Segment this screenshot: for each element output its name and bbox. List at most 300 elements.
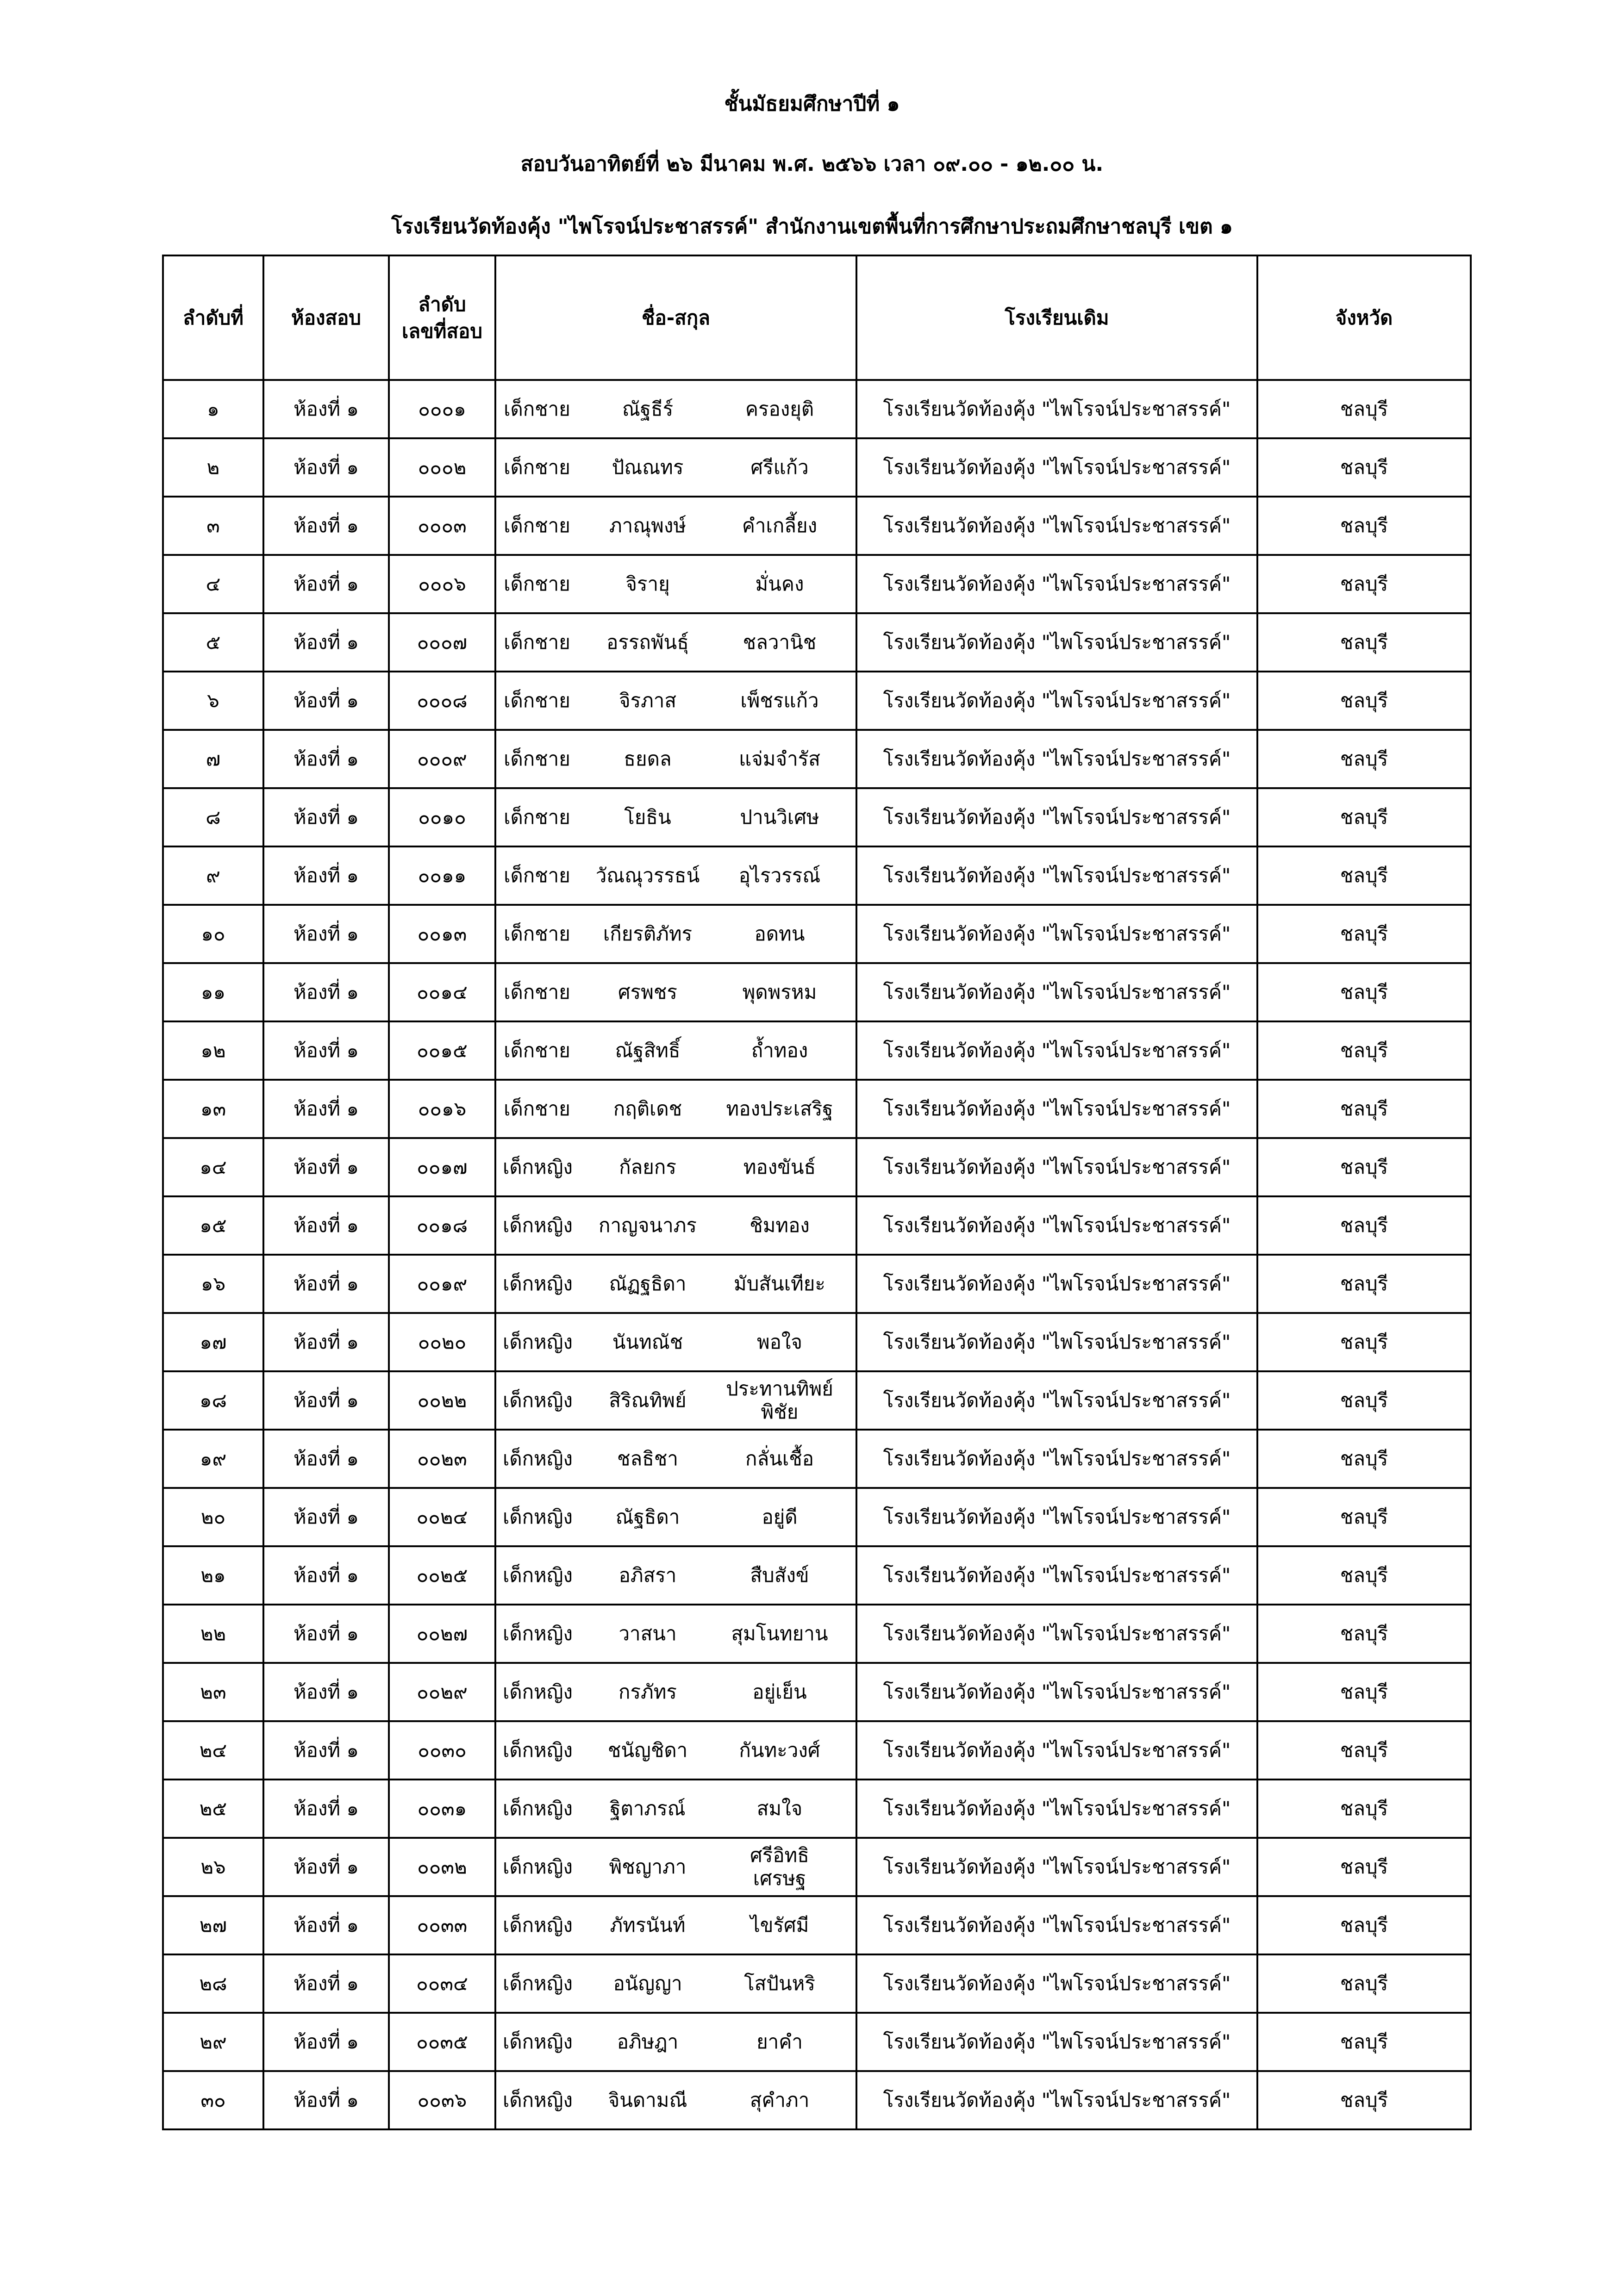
last-name: อดทน xyxy=(754,922,805,945)
cell-exam-no: ๐๐๐๓ xyxy=(389,497,495,555)
name-prefix: เด็กหญิง xyxy=(503,2089,573,2111)
cell-school: โรงเรียนวัดท้องคุ้ง "ไพโรจน์ประชาสรรค์" xyxy=(856,380,1257,438)
cell-school: โรงเรียนวัดท้องคุ้ง "ไพโรจน์ประชาสรรค์" xyxy=(856,497,1257,555)
first-name: ธยดล xyxy=(624,747,672,770)
cell-province: ชลบุรี xyxy=(1257,1371,1471,1430)
cell-room: ห้องที่ ๑ xyxy=(263,1371,389,1430)
table-row xyxy=(163,788,1471,846)
last-name: อยู่เย็น xyxy=(752,1680,807,1703)
cell-exam-no: ๐๐๒๗ xyxy=(389,1605,495,1663)
last-name: สุคำภา xyxy=(750,2089,810,2111)
cell-school: โรงเรียนวัดท้องคุ้ง "ไพโรจน์ประชาสรรค์" xyxy=(856,1546,1257,1605)
first-name: พิชญาภา xyxy=(609,1855,687,1878)
last-name: กลั่นเชื้อ xyxy=(745,1447,814,1470)
last-name: มั่นคง xyxy=(755,572,804,595)
cell-name xyxy=(495,1838,856,1896)
last-name: อยู่ดี xyxy=(762,1506,798,1528)
cell-name xyxy=(495,1080,856,1138)
table-row xyxy=(163,613,1471,672)
name-prefix: เด็กหญิง xyxy=(503,1272,573,1295)
table-row xyxy=(163,1546,1471,1605)
column-header-room: ห้องสอบ xyxy=(263,255,389,380)
first-name: กฤติเดช xyxy=(613,1097,682,1120)
last-name: ชิมทอง xyxy=(750,1214,810,1237)
table-row xyxy=(163,1313,1471,1371)
cell-exam-no: ๐๐๒๔ xyxy=(389,1488,495,1546)
cell-seq: ๓ xyxy=(163,497,263,555)
first-name: อนัญญา xyxy=(613,1972,682,1995)
cell-school: โรงเรียนวัดท้องคุ้ง "ไพโรจน์ประชาสรรค์" xyxy=(856,1488,1257,1546)
first-name: ณัฐธีร์ xyxy=(622,398,674,420)
cell-room: ห้องที่ ๑ xyxy=(263,2013,389,2071)
table-row xyxy=(163,846,1471,905)
cell-seq: ๑๒ xyxy=(163,1021,263,1080)
name-prefix: เด็กหญิง xyxy=(503,1389,573,1412)
cell-exam-no: ๐๐๓๕ xyxy=(389,2013,495,2071)
cell-province: ชลบุรี xyxy=(1257,380,1471,438)
first-name: เกียรติภัทร xyxy=(603,922,693,945)
cell-name xyxy=(495,1021,856,1080)
cell-province: ชลบุรี xyxy=(1257,2071,1471,2129)
cell-province: ชลบุรี xyxy=(1257,613,1471,672)
table-row xyxy=(163,1080,1471,1138)
name-prefix: เด็กชาย xyxy=(504,1097,570,1120)
cell-province: ชลบุรี xyxy=(1257,1430,1471,1488)
cell-name xyxy=(495,1663,856,1721)
last-name: สืบสังข์ xyxy=(750,1564,809,1587)
first-name: ภาณุพงษ์ xyxy=(609,514,687,537)
cell-exam-no: ๐๐๑๖ xyxy=(389,1080,495,1138)
cell-province: ชลบุรี xyxy=(1257,1954,1471,2013)
cell-room: ห้องที่ ๑ xyxy=(263,555,389,613)
cell-exam-no: ๐๐๑๙ xyxy=(389,1255,495,1313)
first-name: จินดามณี xyxy=(608,2089,687,2111)
cell-province: ชลบุรี xyxy=(1257,1488,1471,1546)
cell-room: ห้องที่ ๑ xyxy=(263,1663,389,1721)
cell-room: ห้องที่ ๑ xyxy=(263,1721,389,1780)
cell-name xyxy=(495,2013,856,2071)
cell-school: โรงเรียนวัดท้องคุ้ง "ไพโรจน์ประชาสรรค์" xyxy=(856,1954,1257,2013)
cell-school: โรงเรียนวัดท้องคุ้ง "ไพโรจน์ประชาสรรค์" xyxy=(856,1196,1257,1255)
cell-school: โรงเรียนวัดท้องคุ้ง "ไพโรจน์ประชาสรรค์" xyxy=(856,1605,1257,1663)
cell-seq: ๒๒ xyxy=(163,1605,263,1663)
first-name: อภิสรา xyxy=(618,1564,677,1587)
cell-exam-no: ๐๐๑๑ xyxy=(389,846,495,905)
cell-exam-no: ๐๐๐๗ xyxy=(389,613,495,672)
cell-seq: ๒๕ xyxy=(163,1780,263,1838)
cell-school: โรงเรียนวัดท้องคุ้ง "ไพโรจน์ประชาสรรค์" xyxy=(856,438,1257,497)
first-name: ณัฏฐธิดา xyxy=(609,1272,687,1295)
table-row xyxy=(163,380,1471,438)
first-name: ปัณณทร xyxy=(612,456,684,479)
cell-province: ชลบุรี xyxy=(1257,497,1471,555)
last-name: พอใจ xyxy=(756,1331,803,1353)
cell-name xyxy=(495,438,856,497)
last-name: ศรีอิทธิเศรษฐ xyxy=(750,1844,809,1890)
cell-province: ชลบุรี xyxy=(1257,1313,1471,1371)
cell-province: ชลบุรี xyxy=(1257,1838,1471,1896)
cell-room: ห้องที่ ๑ xyxy=(263,846,389,905)
first-name: อภิษฎา xyxy=(617,2030,679,2053)
name-prefix: เด็กชาย xyxy=(504,981,570,1003)
name-prefix: เด็กหญิง xyxy=(503,1855,573,1878)
name-prefix: เด็กหญิง xyxy=(503,1447,573,1470)
cell-province: ชลบุรี xyxy=(1257,1721,1471,1780)
cell-school: โรงเรียนวัดท้องคุ้ง "ไพโรจน์ประชาสรรค์" xyxy=(856,1780,1257,1838)
cell-room: ห้องที่ ๑ xyxy=(263,1313,389,1371)
column-header-seq: ลำดับที่ xyxy=(163,255,263,380)
cell-room: ห้องที่ ๑ xyxy=(263,1780,389,1838)
name-prefix: เด็กชาย xyxy=(504,922,570,945)
exam-date-line: สอบวันอาทิตย์ที่ ๒๖ มีนาคม พ.ศ. ๒๕๖๖ เวลา ๐๙.๐๐ - ๑๒.๐๐ น. xyxy=(520,152,1104,176)
last-name: พุดพรหม xyxy=(742,981,817,1003)
cell-exam-no: ๐๐๒๐ xyxy=(389,1313,495,1371)
first-name: ณัฐธิดา xyxy=(615,1506,680,1528)
last-name: ไขรัศมี xyxy=(750,1914,809,1936)
table-row xyxy=(163,905,1471,963)
cell-school: โรงเรียนวัดท้องคุ้ง "ไพโรจน์ประชาสรรค์" xyxy=(856,1721,1257,1780)
cell-room: ห้องที่ ๑ xyxy=(263,905,389,963)
cell-exam-no: ๐๐๓๑ xyxy=(389,1780,495,1838)
cell-school: โรงเรียนวัดท้องคุ้ง "ไพโรจน์ประชาสรรค์" xyxy=(856,1255,1257,1313)
cell-name xyxy=(495,730,856,788)
cell-name xyxy=(495,1896,856,1954)
column-header-province: จังหวัด xyxy=(1257,255,1471,380)
name-prefix: เด็กชาย xyxy=(504,398,570,420)
column-header-name: ชื่อ-สกุล xyxy=(495,255,856,380)
first-name: กัลยกร xyxy=(619,1156,676,1178)
cell-school: โรงเรียนวัดท้องคุ้ง "ไพโรจน์ประชาสรรค์" xyxy=(856,613,1257,672)
cell-school: โรงเรียนวัดท้องคุ้ง "ไพโรจน์ประชาสรรค์" xyxy=(856,1838,1257,1896)
first-name: สิริณทิพย์ xyxy=(609,1389,687,1412)
cell-room: ห้องที่ ๑ xyxy=(263,1138,389,1196)
name-prefix: เด็กชาย xyxy=(504,864,570,887)
first-name: นันทณัช xyxy=(612,1331,683,1353)
cell-exam-no: ๐๐๐๑ xyxy=(389,380,495,438)
last-name: ศรีแก้ว xyxy=(750,456,809,479)
cell-seq: ๒๔ xyxy=(163,1721,263,1780)
first-name: กรภัทร xyxy=(618,1680,677,1703)
first-name: ชลธิชา xyxy=(617,1447,678,1470)
first-name: ณัฐสิทธิ์ xyxy=(615,1039,681,1062)
first-name: ศรพชร xyxy=(618,981,677,1003)
cell-room: ห้องที่ ๑ xyxy=(263,2071,389,2129)
cell-seq: ๒๖ xyxy=(163,1838,263,1896)
name-prefix: เด็กหญิง xyxy=(503,1156,573,1178)
cell-exam-no: ๐๐๓๒ xyxy=(389,1838,495,1896)
cell-name xyxy=(495,1780,856,1838)
cell-name xyxy=(495,1138,856,1196)
first-name: จิรายุ xyxy=(625,572,670,595)
cell-school: โรงเรียนวัดท้องคุ้ง "ไพโรจน์ประชาสรรค์" xyxy=(856,1021,1257,1080)
cell-school: โรงเรียนวัดท้องคุ้ง "ไพโรจน์ประชาสรรค์" xyxy=(856,905,1257,963)
cell-seq: ๒๗ xyxy=(163,1896,263,1954)
cell-school: โรงเรียนวัดท้องคุ้ง "ไพโรจน์ประชาสรรค์" xyxy=(856,788,1257,846)
table-row xyxy=(163,1430,1471,1488)
cell-name xyxy=(495,846,856,905)
cell-province: ชลบุรี xyxy=(1257,555,1471,613)
name-prefix: เด็กหญิง xyxy=(503,1739,573,1761)
cell-exam-no: ๐๐๑๓ xyxy=(389,905,495,963)
cell-name xyxy=(495,1196,856,1255)
cell-name xyxy=(495,1546,856,1605)
name-prefix: เด็กหญิง xyxy=(503,2030,573,2053)
name-prefix: เด็กชาย xyxy=(504,806,570,828)
cell-room: ห้องที่ ๑ xyxy=(263,613,389,672)
name-prefix: เด็กหญิง xyxy=(503,1331,573,1353)
cell-school: โรงเรียนวัดท้องคุ้ง "ไพโรจน์ประชาสรรค์" xyxy=(856,2071,1257,2129)
table-row xyxy=(163,672,1471,730)
cell-province: ชลบุรี xyxy=(1257,846,1471,905)
cell-province: ชลบุรี xyxy=(1257,438,1471,497)
cell-province: ชลบุรี xyxy=(1257,1896,1471,1954)
name-prefix: เด็กหญิง xyxy=(503,1797,573,1820)
cell-exam-no: ๐๐๓๔ xyxy=(389,1954,495,2013)
first-name: วาสนา xyxy=(618,1622,677,1645)
cell-exam-no: ๐๐๐๙ xyxy=(389,730,495,788)
cell-exam-no: ๐๐๒๓ xyxy=(389,1430,495,1488)
last-name: กันทะวงศ์ xyxy=(739,1739,820,1761)
first-name: กาญจนาภร xyxy=(599,1214,697,1237)
cell-school: โรงเรียนวัดท้องคุ้ง "ไพโรจน์ประชาสรรค์" xyxy=(856,2013,1257,2071)
cell-room: ห้องที่ ๑ xyxy=(263,1430,389,1488)
cell-school: โรงเรียนวัดท้องคุ้ง "ไพโรจน์ประชาสรรค์" xyxy=(856,672,1257,730)
cell-school: โรงเรียนวัดท้องคุ้ง "ไพโรจน์ประชาสรรค์" xyxy=(856,1138,1257,1196)
cell-exam-no: ๐๐๑๕ xyxy=(389,1021,495,1080)
cell-name xyxy=(495,1605,856,1663)
cell-school: โรงเรียนวัดท้องคุ้ง "ไพโรจน์ประชาสรรค์" xyxy=(856,846,1257,905)
cell-exam-no: ๐๐๒๒ xyxy=(389,1371,495,1430)
cell-seq: ๑๕ xyxy=(163,1196,263,1255)
cell-exam-no: ๐๐๒๕ xyxy=(389,1546,495,1605)
cell-school: โรงเรียนวัดท้องคุ้ง "ไพโรจน์ประชาสรรค์" xyxy=(856,1371,1257,1430)
cell-name xyxy=(495,1721,856,1780)
cell-room: ห้องที่ ๑ xyxy=(263,1954,389,2013)
cell-room: ห้องที่ ๑ xyxy=(263,1196,389,1255)
table-row xyxy=(163,1721,1471,1780)
cell-room: ห้องที่ ๑ xyxy=(263,497,389,555)
cell-name xyxy=(495,1430,856,1488)
cell-seq: ๑๘ xyxy=(163,1371,263,1430)
last-name: สมใจ xyxy=(756,1797,803,1820)
cell-name xyxy=(495,1488,856,1546)
cell-name xyxy=(495,555,856,613)
cell-seq: ๘ xyxy=(163,788,263,846)
cell-seq: ๑๓ xyxy=(163,1080,263,1138)
cell-seq: ๑๔ xyxy=(163,1138,263,1196)
last-name: เพ็ชรแก้ว xyxy=(740,689,819,712)
cell-seq: ๑๙ xyxy=(163,1430,263,1488)
table-row xyxy=(163,1488,1471,1546)
cell-school: โรงเรียนวัดท้องคุ้ง "ไพโรจน์ประชาสรรค์" xyxy=(856,1663,1257,1721)
cell-province: ชลบุรี xyxy=(1257,1255,1471,1313)
table-row xyxy=(163,555,1471,613)
cell-exam-no: ๐๐๑๔ xyxy=(389,963,495,1021)
table-row xyxy=(163,438,1471,497)
cell-room: ห้องที่ ๑ xyxy=(263,672,389,730)
cell-seq: ๒๓ xyxy=(163,1663,263,1721)
cell-name xyxy=(495,613,856,672)
cell-exam-no: ๐๐๑๐ xyxy=(389,788,495,846)
cell-room: ห้องที่ ๑ xyxy=(263,1546,389,1605)
name-prefix: เด็กชาย xyxy=(504,1039,570,1062)
cell-province: ชลบุรี xyxy=(1257,672,1471,730)
table-row xyxy=(163,1896,1471,1954)
cell-school: โรงเรียนวัดท้องคุ้ง "ไพโรจน์ประชาสรรค์" xyxy=(856,555,1257,613)
first-name: วัณณุวรรธน์ xyxy=(595,864,700,887)
cell-exam-no: ๐๐๐๒ xyxy=(389,438,495,497)
cell-seq: ๒๐ xyxy=(163,1488,263,1546)
cell-seq: ๖ xyxy=(163,672,263,730)
cell-seq: ๒๑ xyxy=(163,1546,263,1605)
first-name: อรรถพันธุ์ xyxy=(606,631,689,653)
cell-province: ชลบุรี xyxy=(1257,1080,1471,1138)
cell-province: ชลบุรี xyxy=(1257,1605,1471,1663)
cell-province: ชลบุรี xyxy=(1257,1138,1471,1196)
table-row xyxy=(163,2071,1471,2129)
name-prefix: เด็กชาย xyxy=(504,631,570,653)
last-name: แจ่มจำรัส xyxy=(739,747,820,770)
cell-province: ชลบุรี xyxy=(1257,1021,1471,1080)
table-row xyxy=(163,1663,1471,1721)
last-name: ประทานทิพย์พิชัย xyxy=(726,1377,833,1423)
table-row xyxy=(163,963,1471,1021)
cell-seq: ๑๑ xyxy=(163,963,263,1021)
cell-province: ชลบุรี xyxy=(1257,730,1471,788)
cell-province: ชลบุรี xyxy=(1257,963,1471,1021)
last-name: สุมโนทยาน xyxy=(731,1622,828,1645)
first-name: ชนัญชิดา xyxy=(607,1739,688,1761)
last-name: อุไรวรรณ์ xyxy=(738,864,821,887)
cell-room: ห้องที่ ๑ xyxy=(263,1255,389,1313)
cell-province: ชลบุรี xyxy=(1257,1196,1471,1255)
cell-room: ห้องที่ ๑ xyxy=(263,963,389,1021)
cell-exam-no: ๐๐๐๘ xyxy=(389,672,495,730)
cell-room: ห้องที่ ๑ xyxy=(263,380,389,438)
table-row xyxy=(163,1021,1471,1080)
cell-seq: ๕ xyxy=(163,613,263,672)
table-row xyxy=(163,1371,1471,1430)
cell-room: ห้องที่ ๑ xyxy=(263,788,389,846)
table-row xyxy=(163,1196,1471,1255)
last-name: ถ้ำทอง xyxy=(751,1039,808,1062)
cell-province: ชลบุรี xyxy=(1257,1663,1471,1721)
name-prefix: เด็กหญิง xyxy=(503,1506,573,1528)
cell-name xyxy=(495,963,856,1021)
name-prefix: เด็กหญิง xyxy=(503,1680,573,1703)
last-name: ทองขันธ์ xyxy=(743,1156,816,1178)
cell-seq: ๗ xyxy=(163,730,263,788)
cell-name xyxy=(495,380,856,438)
cell-province: ชลบุรี xyxy=(1257,1780,1471,1838)
cell-province: ชลบุรี xyxy=(1257,2013,1471,2071)
cell-room: ห้องที่ ๑ xyxy=(263,1838,389,1896)
name-prefix: เด็กหญิง xyxy=(503,1914,573,1936)
cell-room: ห้องที่ ๑ xyxy=(263,1080,389,1138)
table-body xyxy=(163,380,1471,2129)
cell-school: โรงเรียนวัดท้องคุ้ง "ไพโรจน์ประชาสรรค์" xyxy=(856,1313,1257,1371)
cell-name xyxy=(495,905,856,963)
cell-room: ห้องที่ ๑ xyxy=(263,1488,389,1546)
cell-name xyxy=(495,1313,856,1371)
cell-exam-no: ๐๐๒๙ xyxy=(389,1663,495,1721)
cell-exam-no: ๐๐๓๐ xyxy=(389,1721,495,1780)
cell-province: ชลบุรี xyxy=(1257,1546,1471,1605)
column-header-exam-no-line2: เลขที่สอบ xyxy=(401,319,482,342)
last-name: ครองยุติ xyxy=(745,398,814,420)
first-name: จิรภาส xyxy=(618,689,677,712)
first-name: ฐิตาภรณ์ xyxy=(610,1797,686,1820)
cell-room: ห้องที่ ๑ xyxy=(263,438,389,497)
cell-school: โรงเรียนวัดท้องคุ้ง "ไพโรจน์ประชาสรรค์" xyxy=(856,1430,1257,1488)
cell-seq: ๑๐ xyxy=(163,905,263,963)
last-name: ยาคำ xyxy=(756,2030,803,2053)
name-prefix: เด็กชาย xyxy=(504,456,570,479)
table-row xyxy=(163,1605,1471,1663)
column-header-school: โรงเรียนเดิม xyxy=(856,255,1257,380)
cell-seq: ๒๙ xyxy=(163,2013,263,2071)
cell-province: ชลบุรี xyxy=(1257,905,1471,963)
cell-seq: ๑๖ xyxy=(163,1255,263,1313)
name-prefix: เด็กหญิง xyxy=(503,1564,573,1587)
cell-school: โรงเรียนวัดท้องคุ้ง "ไพโรจน์ประชาสรรค์" xyxy=(856,730,1257,788)
table-row xyxy=(163,1138,1471,1196)
table-row xyxy=(163,1780,1471,1838)
name-prefix: เด็กชาย xyxy=(504,747,570,770)
last-name: มับสันเทียะ xyxy=(734,1272,825,1295)
cell-seq: ๒๘ xyxy=(163,1954,263,2013)
name-prefix: เด็กหญิง xyxy=(503,1622,573,1645)
examinee-table xyxy=(162,255,1472,2130)
first-name: ภัทรนันท์ xyxy=(610,1914,686,1936)
cell-name xyxy=(495,672,856,730)
table-row xyxy=(163,2013,1471,2071)
cell-name xyxy=(495,1371,856,1430)
cell-school: โรงเรียนวัดท้องคุ้ง "ไพโรจน์ประชาสรรค์" xyxy=(856,1896,1257,1954)
name-prefix: เด็กหญิง xyxy=(503,1972,573,1995)
first-name: โยธิน xyxy=(624,806,671,828)
cell-seq: ๙ xyxy=(163,846,263,905)
table-row xyxy=(163,730,1471,788)
name-prefix: เด็กชาย xyxy=(504,572,570,595)
cell-province: ชลบุรี xyxy=(1257,788,1471,846)
cell-name xyxy=(495,497,856,555)
cell-seq: ๑๗ xyxy=(163,1313,263,1371)
cell-seq: ๔ xyxy=(163,555,263,613)
cell-room: ห้องที่ ๑ xyxy=(263,730,389,788)
last-name: ปานวิเศษ xyxy=(740,806,819,828)
cell-exam-no: ๐๐๓๓ xyxy=(389,1896,495,1954)
cell-room: ห้องที่ ๑ xyxy=(263,1896,389,1954)
cell-name xyxy=(495,1954,856,2013)
name-prefix: เด็กชาย xyxy=(504,689,570,712)
last-name: ทองประเสริฐ xyxy=(726,1097,833,1120)
table-header-row xyxy=(163,255,1471,380)
cell-school: โรงเรียนวัดท้องคุ้ง "ไพโรจน์ประชาสรรค์" xyxy=(856,963,1257,1021)
last-name: คำเกลี้ยง xyxy=(742,514,818,537)
table-row xyxy=(163,497,1471,555)
cell-seq: ๓๐ xyxy=(163,2071,263,2129)
cell-exam-no: ๐๐๑๗ xyxy=(389,1138,495,1196)
cell-name xyxy=(495,788,856,846)
table-row xyxy=(163,1838,1471,1896)
exam-venue-line: โรงเรียนวัดท้องคุ้ง "ไพโรจน์ประชาสรรค์" สำนักงานเขตพื้นที่การศึกษาประถมศึกษาชลบุรี เขต ๑ xyxy=(391,215,1233,238)
cell-room: ห้องที่ ๑ xyxy=(263,1605,389,1663)
name-prefix: เด็กชาย xyxy=(504,514,570,537)
cell-exam-no: ๐๐๑๘ xyxy=(389,1196,495,1255)
grade-level-title: ชั้นมัธยมศึกษาปีที่ ๑ xyxy=(724,92,900,116)
name-prefix: เด็กหญิง xyxy=(503,1214,573,1237)
